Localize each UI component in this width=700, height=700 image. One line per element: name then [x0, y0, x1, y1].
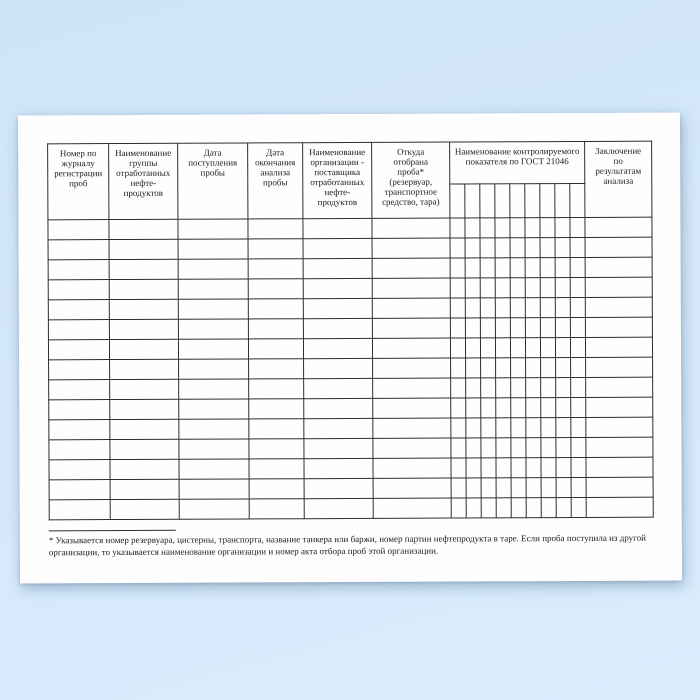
empty-body-cell [249, 479, 304, 499]
empty-body-cell [372, 298, 450, 318]
empty-body-cell [480, 278, 495, 298]
empty-body-cell [540, 258, 555, 278]
empty-body-cell [48, 300, 109, 320]
empty-body-cell [450, 318, 465, 338]
gost-subcolumn-header [555, 184, 570, 218]
empty-body-cell [450, 258, 465, 278]
footnote: * Указывается номер резервуара, цистерны, транспорта, название танкера или баржи, номер партии нефтепродукта в таре. Если проба поступила из другой организации, то указывается наименование организации и номер акта отбора проб этой организации. [48, 532, 646, 558]
column-header-sample-receipt-date: Дата поступления пробы [178, 143, 248, 219]
empty-body-cell [525, 338, 540, 358]
empty-body-cell [450, 338, 465, 358]
empty-body-cell [555, 258, 570, 278]
empty-body-cell [49, 460, 110, 480]
empty-body-cell [304, 358, 373, 378]
empty-body-cell [480, 298, 495, 318]
empty-body-cell [110, 499, 179, 519]
empty-body-cell [570, 237, 585, 257]
empty-body-cell [481, 478, 496, 498]
empty-body-cell [496, 398, 511, 418]
empty-body-cell [510, 278, 525, 298]
empty-body-cell [586, 357, 653, 377]
empty-body-cell [179, 439, 249, 459]
empty-body-cell [451, 358, 466, 378]
empty-body-cell [466, 358, 481, 378]
empty-body-cell [541, 418, 556, 438]
gost-subcolumn-header [510, 184, 525, 218]
gost-subcolumn-header [495, 184, 510, 218]
empty-body-cell [303, 258, 372, 278]
empty-body-cell [109, 279, 178, 299]
empty-body-cell [49, 360, 110, 380]
empty-body-cell [570, 217, 585, 237]
empty-body-cell [249, 459, 304, 479]
empty-body-cell [373, 458, 451, 478]
empty-body-cell [511, 398, 526, 418]
column-header-supplier-organization: Наименование организации - поставщика отработанных нефте- продуктов [303, 142, 372, 218]
empty-body-cell [373, 498, 451, 518]
empty-body-cell [465, 278, 480, 298]
empty-body-cell [450, 298, 465, 318]
empty-body-cell [49, 380, 110, 400]
empty-body-cell [109, 339, 178, 359]
empty-body-cell [248, 259, 303, 279]
empty-body-cell [303, 238, 372, 258]
empty-body-cell [466, 438, 481, 458]
empty-body-cell [540, 318, 555, 338]
empty-body-cell [109, 219, 178, 239]
empty-body-cell [304, 478, 373, 498]
empty-body-cell [451, 418, 466, 438]
empty-body-cell [465, 238, 480, 258]
empty-body-cell [48, 220, 109, 240]
empty-body-cell [49, 400, 110, 420]
empty-body-cell [586, 437, 653, 457]
table-row [48, 337, 652, 360]
empty-body-cell [555, 278, 570, 298]
empty-body-cell [540, 278, 555, 298]
empty-body-cell [109, 299, 178, 319]
empty-body-cell [373, 358, 451, 378]
column-header-analysis-end-date: Дата окончания анализа пробы [248, 143, 303, 219]
empty-body-cell [465, 318, 480, 338]
empty-body-cell [179, 479, 249, 499]
empty-body-cell [556, 358, 571, 378]
empty-body-cell [178, 259, 248, 279]
column-header-analysis-conclusion: Заключение по результатам анализа [585, 141, 652, 217]
samples-registration-table [47, 141, 654, 521]
empty-body-cell [541, 438, 556, 458]
empty-body-cell [541, 358, 556, 378]
empty-body-cell [48, 280, 109, 300]
empty-body-cell [495, 238, 510, 258]
empty-body-cell [510, 218, 525, 238]
gost-subcolumn-header [450, 184, 465, 218]
empty-body-cell [249, 419, 304, 439]
empty-body-cell [480, 258, 495, 278]
table-row [48, 317, 652, 340]
empty-body-cell [586, 397, 653, 417]
empty-body-cell [178, 279, 248, 299]
document-page [18, 113, 682, 584]
empty-body-cell [585, 337, 652, 357]
empty-body-cell [570, 317, 585, 337]
empty-body-cell [49, 440, 110, 460]
table-row [48, 217, 652, 240]
empty-body-cell [525, 238, 540, 258]
empty-body-cell [373, 478, 451, 498]
empty-body-cell [466, 418, 481, 438]
empty-body-cell [179, 499, 249, 519]
empty-body-cell [372, 258, 450, 278]
empty-body-cell [303, 218, 372, 238]
empty-body-cell [571, 397, 586, 417]
empty-body-cell [525, 258, 540, 278]
empty-body-cell [495, 278, 510, 298]
empty-body-cell [109, 239, 178, 259]
empty-body-cell [481, 398, 496, 418]
empty-body-cell [466, 398, 481, 418]
empty-body-cell [373, 438, 451, 458]
empty-body-cell [466, 458, 481, 478]
empty-body-cell [49, 420, 110, 440]
empty-body-cell [465, 218, 480, 238]
empty-body-cell [178, 239, 248, 259]
empty-body-cell [541, 378, 556, 398]
empty-body-cell [496, 378, 511, 398]
empty-body-cell [450, 278, 465, 298]
empty-body-cell [249, 379, 304, 399]
empty-body-cell [451, 398, 466, 418]
header-row [48, 141, 652, 186]
empty-body-cell [496, 478, 511, 498]
empty-body-cell [466, 498, 481, 518]
table-row [48, 237, 652, 260]
empty-body-cell [586, 457, 653, 477]
empty-body-cell [110, 479, 179, 499]
empty-body-cell [480, 218, 495, 238]
empty-body-cell [510, 318, 525, 338]
empty-body-cell [481, 378, 496, 398]
empty-body-cell [248, 219, 303, 239]
empty-body-cell [555, 318, 570, 338]
empty-body-cell [540, 238, 555, 258]
empty-body-cell [109, 319, 178, 339]
empty-body-cell [570, 297, 585, 317]
empty-body-cell [556, 458, 571, 478]
empty-body-cell [110, 419, 179, 439]
empty-body-cell [248, 239, 303, 259]
empty-body-cell [526, 378, 541, 398]
empty-body-cell [373, 418, 451, 438]
empty-body-cell [110, 379, 179, 399]
gost-subcolumn-header [540, 184, 555, 218]
empty-body-cell [541, 398, 556, 418]
empty-body-cell [451, 498, 466, 518]
empty-body-cell [540, 338, 555, 358]
table-row [48, 257, 652, 280]
empty-body-cell [465, 258, 480, 278]
empty-body-cell [555, 298, 570, 318]
empty-body-cell [304, 458, 373, 478]
empty-body-cell [466, 378, 481, 398]
empty-body-cell [304, 438, 373, 458]
empty-body-cell [179, 379, 249, 399]
empty-body-cell [541, 478, 556, 498]
empty-body-cell [303, 298, 372, 318]
empty-body-cell [585, 277, 652, 297]
empty-body-cell [48, 320, 109, 340]
empty-body-cell [481, 358, 496, 378]
empty-body-cell [303, 278, 372, 298]
empty-body-cell [571, 497, 586, 517]
empty-body-cell [526, 438, 541, 458]
empty-body-cell [525, 318, 540, 338]
empty-body-cell [481, 438, 496, 458]
empty-body-cell [511, 378, 526, 398]
empty-body-cell [556, 418, 571, 438]
empty-body-cell [496, 498, 511, 518]
empty-body-cell [179, 359, 249, 379]
empty-body-cell [571, 457, 586, 477]
empty-body-cell [585, 237, 652, 257]
empty-body-cell [571, 357, 586, 377]
empty-body-cell [373, 378, 451, 398]
empty-body-cell [466, 478, 481, 498]
gost-subcolumn-header [525, 184, 540, 218]
empty-body-cell [248, 319, 303, 339]
empty-body-cell [451, 458, 466, 478]
empty-body-cell [48, 240, 109, 260]
empty-body-cell [570, 277, 585, 297]
empty-body-cell [249, 399, 304, 419]
empty-body-cell [511, 418, 526, 438]
empty-body-cell [541, 498, 556, 518]
empty-body-cell [510, 258, 525, 278]
empty-body-cell [570, 337, 585, 357]
empty-body-cell [465, 338, 480, 358]
empty-body-cell [179, 419, 249, 439]
empty-body-cell [555, 338, 570, 358]
empty-body-cell [372, 218, 450, 238]
empty-body-cell [541, 458, 556, 478]
column-header-sample-origin: Откуда отобрана проба* (резервуар, транспортное средство, тара) [372, 142, 450, 218]
empty-body-cell [179, 399, 249, 419]
empty-body-cell [540, 218, 555, 238]
empty-body-cell [48, 260, 109, 280]
empty-body-cell [373, 398, 451, 418]
table-row [49, 437, 653, 460]
empty-body-cell [586, 497, 653, 517]
empty-body-cell [465, 298, 480, 318]
empty-body-cell [49, 500, 110, 520]
table-row [49, 417, 653, 440]
empty-body-cell [303, 318, 372, 338]
empty-body-cell [451, 478, 466, 498]
empty-body-cell [586, 377, 653, 397]
empty-body-cell [450, 218, 465, 238]
table-row [49, 497, 653, 520]
empty-body-cell [304, 498, 373, 518]
empty-body-cell [556, 498, 571, 518]
empty-body-cell [303, 338, 372, 358]
empty-body-cell [586, 477, 653, 497]
empty-body-cell [526, 458, 541, 478]
empty-body-cell [110, 439, 179, 459]
empty-body-cell [372, 318, 450, 338]
table-row [49, 357, 653, 380]
empty-body-cell [248, 339, 303, 359]
footnote-separator [49, 530, 176, 532]
empty-body-cell [249, 439, 304, 459]
empty-body-cell [249, 499, 304, 519]
empty-body-cell [304, 378, 373, 398]
empty-body-cell [495, 218, 510, 238]
table-row [49, 457, 653, 480]
empty-body-cell [248, 279, 303, 299]
empty-body-cell [372, 278, 450, 298]
empty-body-cell [110, 459, 179, 479]
empty-body-cell [495, 258, 510, 278]
empty-body-cell [526, 478, 541, 498]
empty-body-cell [451, 378, 466, 398]
empty-body-cell [249, 359, 304, 379]
empty-body-cell [571, 477, 586, 497]
empty-body-cell [495, 338, 510, 358]
empty-body-cell [481, 418, 496, 438]
column-header-gost-indicator-group: Наименование контролируемого показателя по ГОСТ 21046 [450, 141, 585, 184]
empty-body-cell [481, 458, 496, 478]
empty-body-cell [480, 338, 495, 358]
empty-body-cell [511, 498, 526, 518]
empty-body-cell [495, 318, 510, 338]
empty-body-cell [496, 438, 511, 458]
empty-body-cell [571, 377, 586, 397]
empty-body-cell [555, 238, 570, 258]
empty-body-cell [510, 238, 525, 258]
gost-subcolumn-header [480, 184, 495, 218]
empty-body-cell [179, 459, 249, 479]
empty-body-cell [556, 478, 571, 498]
empty-body-cell [450, 238, 465, 258]
empty-body-cell [304, 418, 373, 438]
empty-body-cell [585, 257, 652, 277]
empty-body-cell [510, 338, 525, 358]
table-row [48, 277, 652, 300]
empty-body-cell [48, 340, 109, 360]
table-body [48, 217, 653, 520]
empty-body-cell [372, 338, 450, 358]
empty-body-cell [178, 299, 248, 319]
empty-body-cell [556, 378, 571, 398]
empty-body-cell [178, 219, 248, 239]
empty-body-cell [526, 418, 541, 438]
empty-body-cell [511, 458, 526, 478]
empty-body-cell [49, 480, 110, 500]
empty-body-cell [526, 398, 541, 418]
empty-body-cell [178, 339, 248, 359]
empty-body-cell [586, 417, 653, 437]
empty-body-cell [555, 218, 570, 238]
empty-body-cell [511, 438, 526, 458]
empty-body-cell [451, 438, 466, 458]
empty-body-cell [571, 417, 586, 437]
empty-body-cell [511, 478, 526, 498]
empty-body-cell [496, 358, 511, 378]
empty-body-cell [570, 257, 585, 277]
empty-body-cell [556, 438, 571, 458]
table-row [49, 397, 653, 420]
column-header-sample-journal-number: Номер по журналу регистрации проб [48, 144, 109, 220]
empty-body-cell [110, 359, 179, 379]
empty-body-cell [480, 318, 495, 338]
empty-body-cell [511, 358, 526, 378]
empty-body-cell [110, 399, 179, 419]
empty-body-cell [495, 298, 510, 318]
empty-body-cell [525, 218, 540, 238]
empty-body-cell [109, 259, 178, 279]
empty-body-cell [510, 298, 525, 318]
empty-body-cell [496, 458, 511, 478]
gost-subcolumn-header [465, 184, 480, 218]
empty-body-cell [178, 319, 248, 339]
gost-subcolumn-header [570, 183, 585, 217]
empty-body-cell [248, 299, 303, 319]
empty-body-cell [585, 297, 652, 317]
empty-body-cell [525, 298, 540, 318]
empty-body-cell [304, 398, 373, 418]
empty-body-cell [540, 298, 555, 318]
table-row [49, 377, 653, 400]
empty-body-cell [556, 398, 571, 418]
empty-body-cell [372, 238, 450, 258]
empty-body-cell [496, 418, 511, 438]
empty-body-cell [526, 358, 541, 378]
column-header-petroleum-group-name: Наименование группы отработанных нефте- продуктов [109, 143, 178, 219]
empty-body-cell [571, 437, 586, 457]
empty-body-cell [481, 498, 496, 518]
empty-body-cell [525, 278, 540, 298]
empty-body-cell [585, 317, 652, 337]
empty-body-cell [480, 238, 495, 258]
empty-body-cell [526, 498, 541, 518]
table-row [48, 297, 652, 320]
table-row [49, 477, 653, 500]
empty-body-cell [585, 217, 652, 237]
